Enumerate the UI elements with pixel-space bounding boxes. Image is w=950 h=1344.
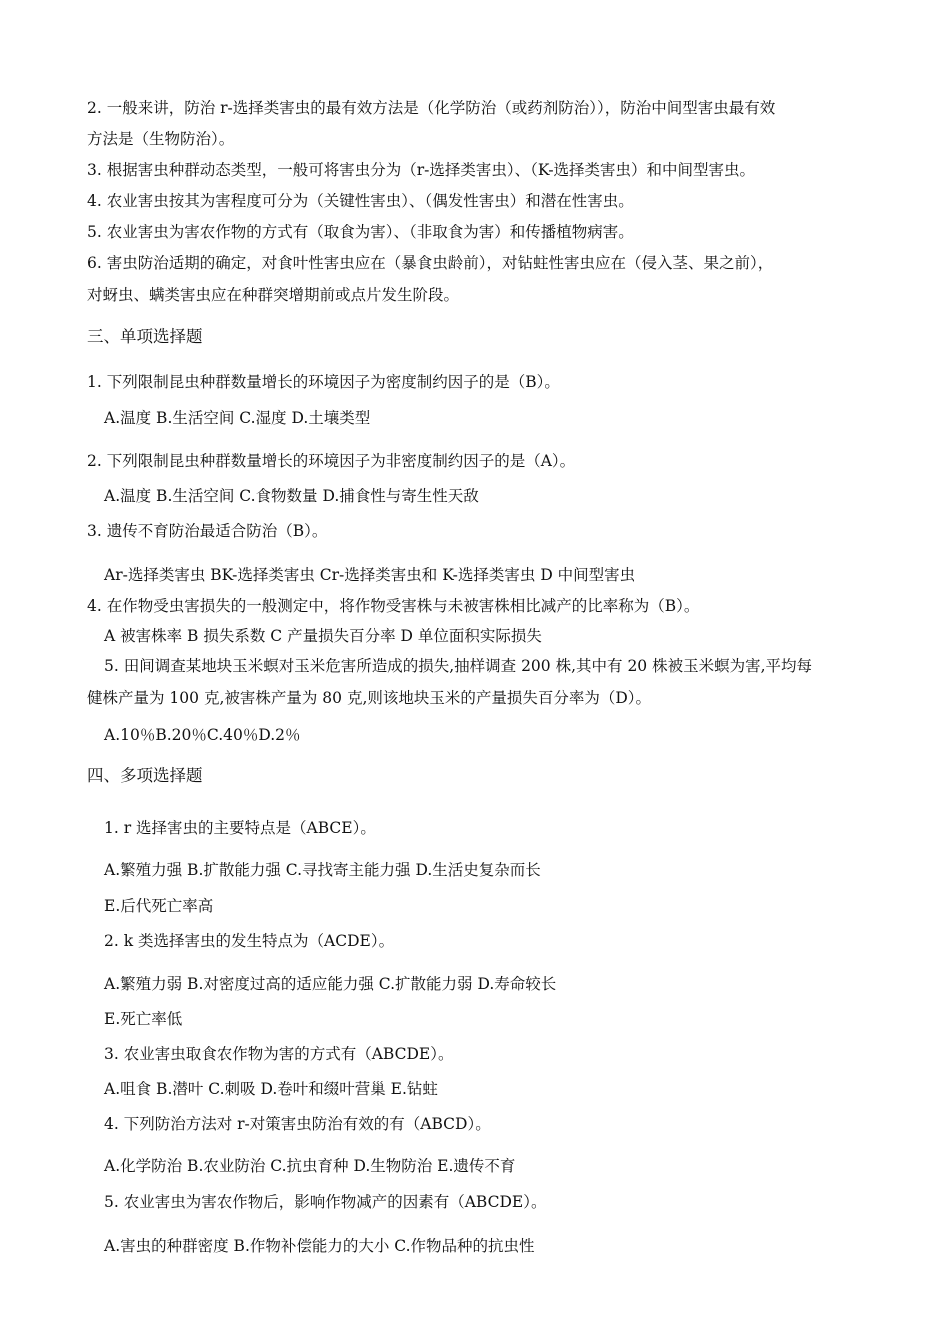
options-line: A.繁殖力弱 B.对密度过高的适应能力强 C.扩散能力弱 D.寿命较长: [104, 975, 557, 993]
options-line: E.死亡率低: [104, 1010, 183, 1028]
section-heading-multiple-choice: 四、多项选择题: [87, 766, 203, 785]
fill-in-line: 2. 一般来讲，防治 r-选择类害虫的最有效方法是（化学防治（或药剂防治）），防治中间型害虫最有效: [87, 99, 776, 117]
options-line: A.温度 B.生活空间 C.食物数量 D.捕食性与寄生性天敌: [104, 487, 479, 505]
fill-in-line: 3. 根据害虫种群动态类型，一般可将害虫分为（r-选择类害虫）、（K-选择类害虫）和中间型害虫。: [87, 161, 756, 179]
question-line: 5. 田间调查某地块玉米螟对玉米危害所造成的损失,抽样调查 200 株,其中有 20 株被玉米螟为害,平均每: [104, 657, 813, 675]
question-line: 3. 农业害虫取食农作物为害的方式有（ABCDE）。: [104, 1045, 454, 1063]
options-line: A.咀食 B.潜叶 C.刺吸 D.卷叶和缀叶营巢 E.钻蛀: [104, 1080, 438, 1098]
question-line: 健株产量为 100 克,被害株产量为 80 克,则该地块玉米的产量损失百分率为（D）。: [87, 689, 652, 707]
question-line: 3. 遗传不育防治最适合防治（B）。: [87, 522, 328, 540]
section-heading-single-choice: 三、单项选择题: [87, 327, 203, 346]
fill-in-line: 对蚜虫、螨类害虫应在种群突增期前或点片发生阶段。: [87, 286, 460, 304]
options-line: E.后代死亡率高: [104, 897, 214, 915]
question-line: 4. 在作物受虫害损失的一般测定中，将作物受害株与未被害株相比减产的比率称为（B）。: [87, 597, 700, 615]
question-line: 2. 下列限制昆虫种群数量增长的环境因子为非密度制约因子的是（A）。: [87, 452, 576, 470]
fill-in-line: 6. 害虫防治适期的确定，对食叶性害虫应在（暴食虫龄前），对钻蛀性害虫应在（侵入茎、果之前），: [87, 254, 774, 272]
question-line: 1. 下列限制昆虫种群数量增长的环境因子为密度制约因子的是（B）。: [87, 373, 560, 391]
options-line: A.害虫的种群密度 B.作物补偿能力的大小 C.作物品种的抗虫性: [104, 1237, 535, 1255]
options-line: A.温度 B.生活空间 C.湿度 D.土壤类型: [104, 409, 371, 427]
fill-in-line: 5. 农业害虫为害农作物的方式有（取食为害）、（非取食为害）和传播植物病害。: [87, 223, 634, 241]
question-line: 4. 下列防治方法对 r-对策害虫防治有效的有（ABCD）。: [104, 1115, 491, 1133]
question-line: 2. k 类选择害虫的发生特点为（ACDE）。: [104, 932, 395, 950]
question-line: 5. 农业害虫为害农作物后，影响作物减产的因素有（ABCDE）。: [104, 1193, 547, 1211]
options-line: A.化学防治 B.农业防治 C.抗虫育种 D.生物防治 E.遗传不育: [104, 1157, 516, 1175]
options-line: Ar-选择类害虫 BK-选择类害虫 Cr-选择类害虫和 K-选择类害虫 D 中间型害虫: [104, 566, 636, 584]
fill-in-line: 方法是（生物防治）。: [87, 130, 235, 148]
options-line: A.10％B.20％C.40％D.2％: [104, 726, 301, 744]
question-line: 1. r 选择害虫的主要特点是（ABCE）。: [104, 819, 376, 837]
options-line: A.繁殖力强 B.扩散能力强 C.寻找寄主能力强 D.生活史复杂而长: [104, 861, 541, 879]
fill-in-line: 4. 农业害虫按其为害程度可分为（关键性害虫）、（偶发性害虫）和潜在性害虫。: [87, 192, 634, 210]
options-line: A 被害株率 B 损失系数 C 产量损失百分率 D 单位面积实际损失: [104, 627, 542, 645]
